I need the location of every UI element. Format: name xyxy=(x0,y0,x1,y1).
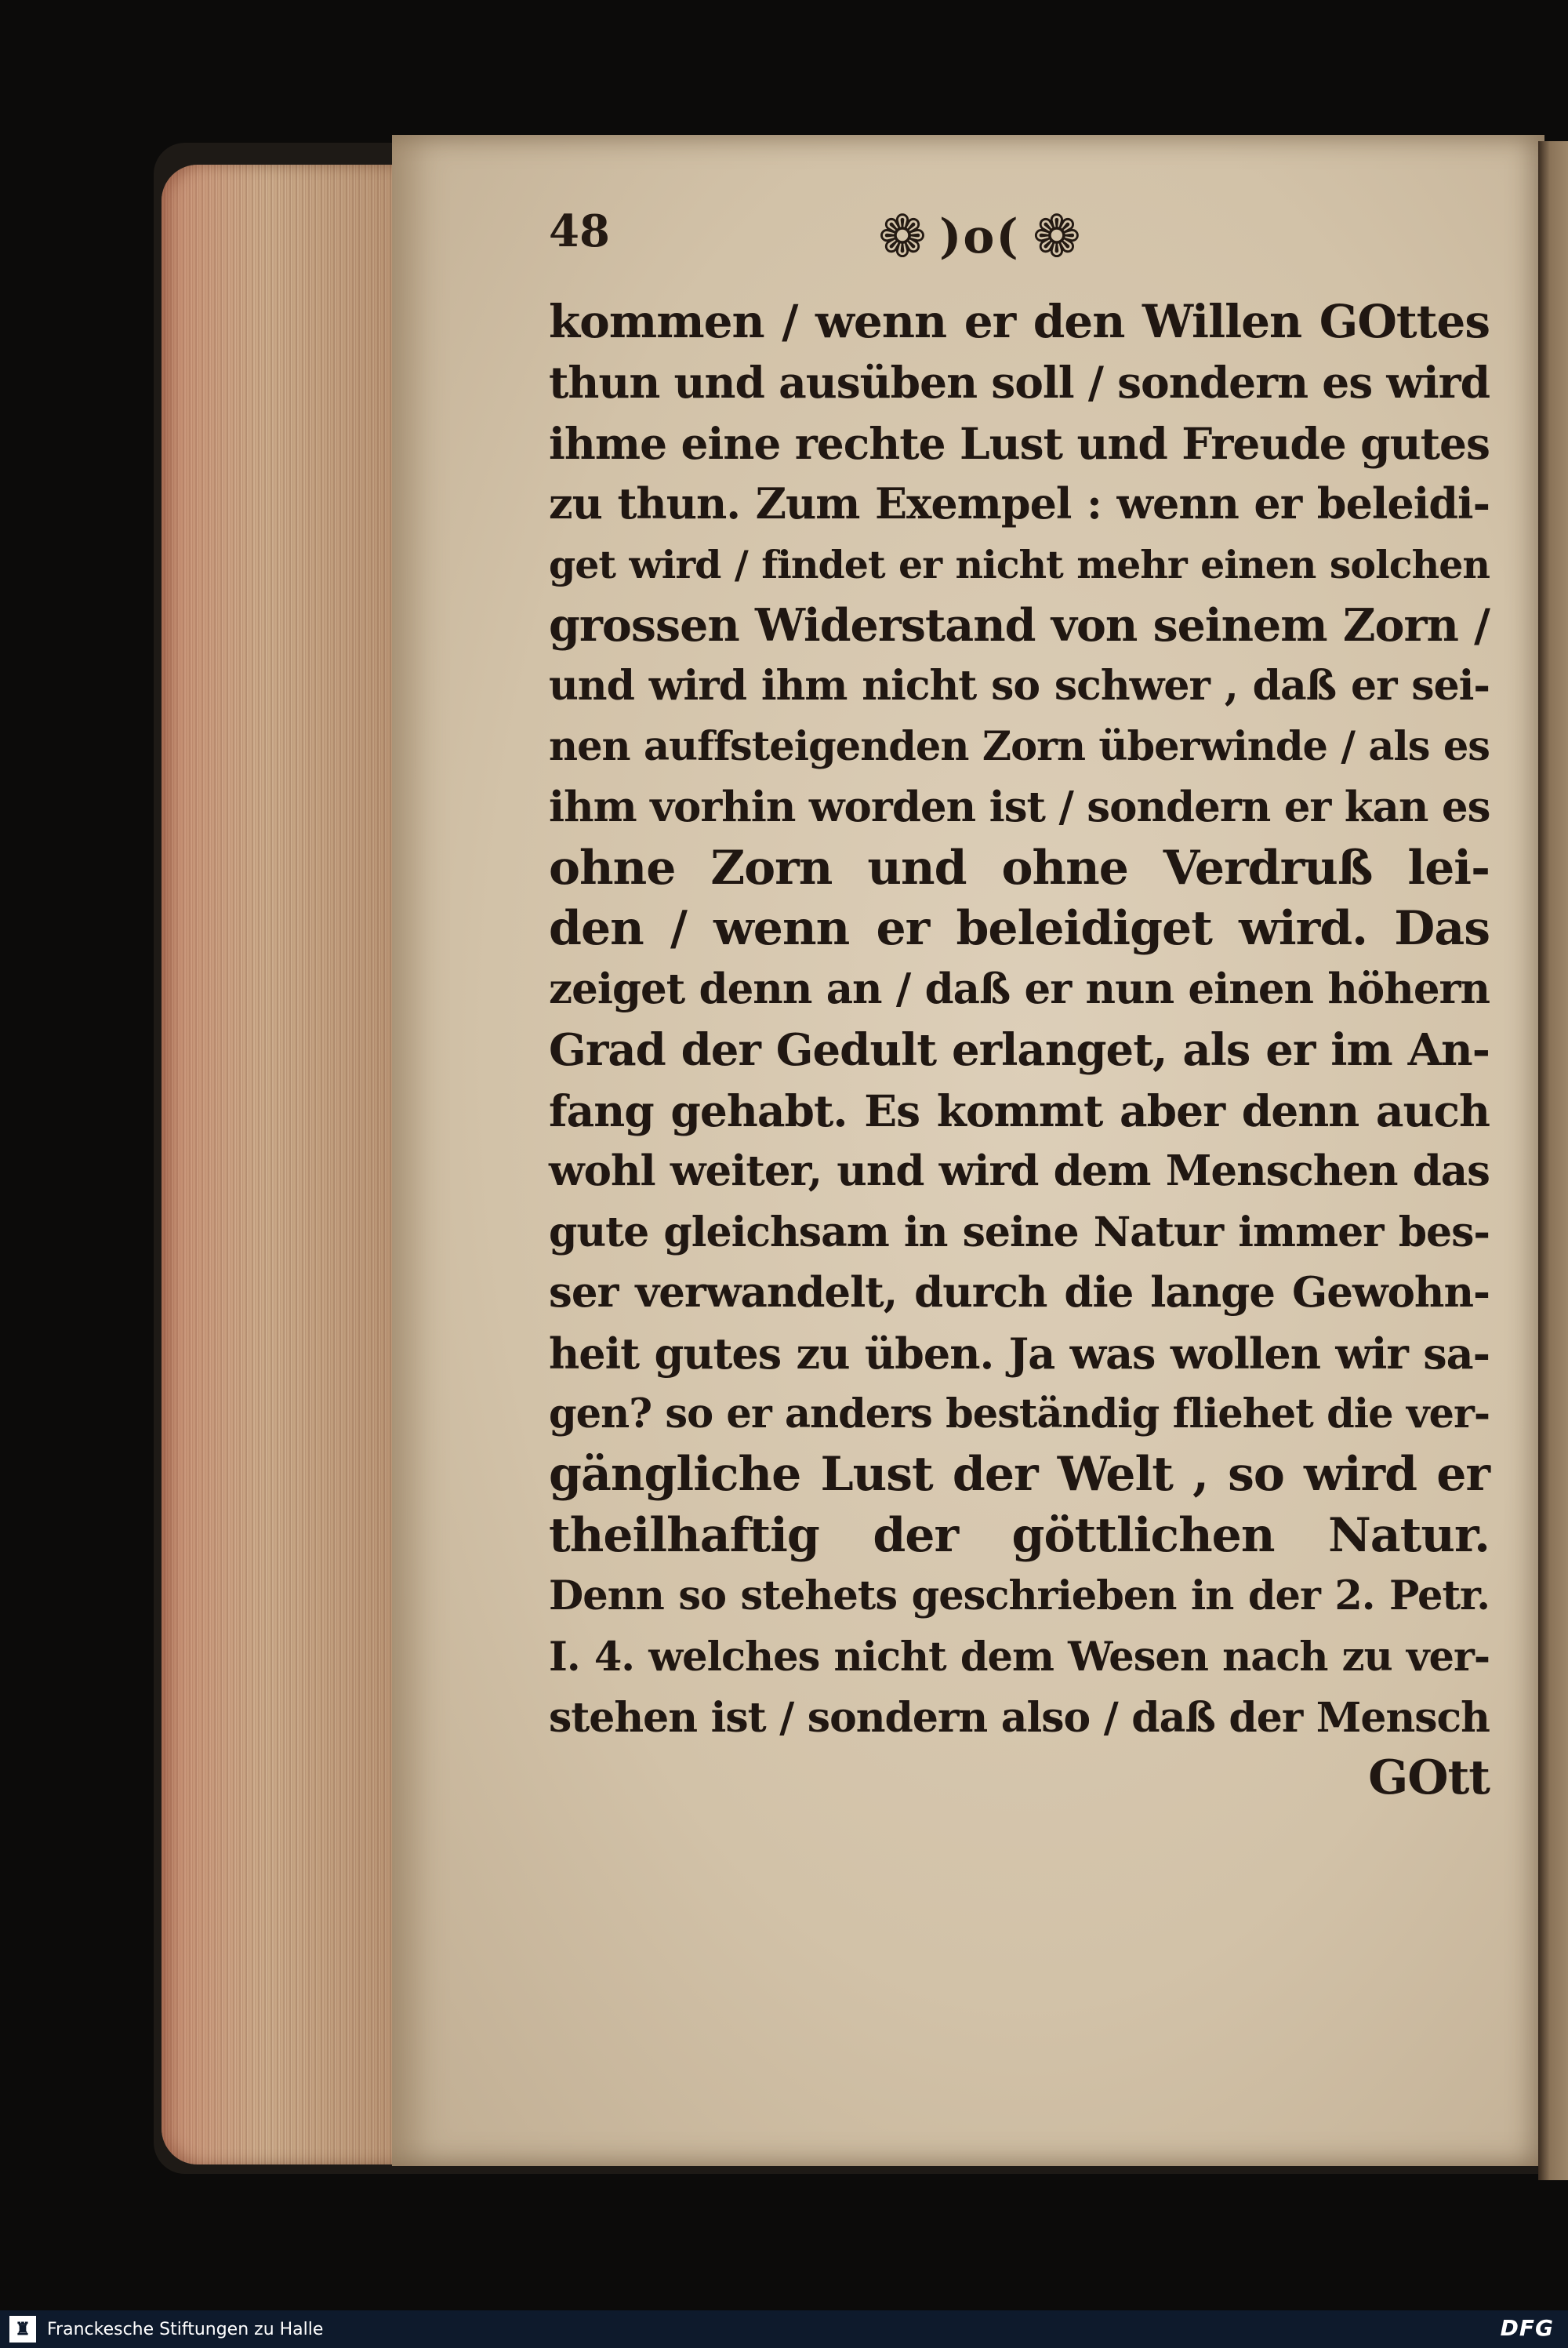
text-line: fang gehabt. Es kommt aber denn auch xyxy=(549,1085,1490,1137)
text-line: kommen / wenn er den Willen GOttes xyxy=(549,295,1490,348)
text-line: thun und ausüben soll / sondern es wird xyxy=(549,357,1490,409)
text-line: gen? so er anders beständig fliehet die ver- xyxy=(549,1390,1490,1438)
header-ornament xyxy=(878,203,1081,271)
text-line: und wird ihm nicht so schwer , daß er sei- xyxy=(549,662,1490,711)
text-line: stehen ist / sondern also / daß der Mensch xyxy=(549,1693,1490,1742)
text-line: ser verwandelt, durch die lange Gewohn- xyxy=(549,1268,1490,1318)
text-line: wohl weiter, und wird dem Menschen das xyxy=(549,1147,1490,1196)
dfg-logo: DFG xyxy=(1500,2315,1554,2341)
text-line: ohne Zorn und ohne Verdruß lei- xyxy=(549,840,1490,896)
text-line: heit gutes zu üben. Ja was wollen wir sa- xyxy=(549,1328,1490,1379)
ornament-center: )o( xyxy=(939,209,1020,264)
footer-bar xyxy=(0,2310,1568,2348)
text-line: zeiget denn an / daß er nun einen höhern xyxy=(549,965,1490,1014)
page-number: 48 xyxy=(549,205,610,257)
text-line: zu thun. Zum Exempel : wenn er beleidi- xyxy=(549,478,1490,529)
text-line: gängliche Lust der Welt , so wird er xyxy=(549,1447,1490,1503)
text-line: get wird / findet er nicht mehr einen solchen xyxy=(549,541,1490,587)
text-line: gute gleichsam in seine Natur immer bes- xyxy=(549,1208,1490,1256)
flower-ornament-icon: ❁ xyxy=(878,203,927,271)
text-line: Denn so stehets geschrieben in der 2. Petr. xyxy=(549,1572,1490,1620)
institution-logo-icon: ♜ xyxy=(9,2316,36,2343)
page-edges xyxy=(162,165,420,2164)
text-line: nen auffsteigenden Zorn überwinde / als es xyxy=(549,722,1490,770)
text-line: Grad der Gedult erlanget, als er im An- xyxy=(549,1023,1490,1076)
text-line: grossen Widerstand von seinem Zorn / xyxy=(549,598,1490,652)
text-line: ihme eine rechte Lust und Freude gutes xyxy=(549,417,1490,469)
facing-page-edge xyxy=(1538,141,1568,2180)
text-line: I. 4. welches nicht dem Wesen nach zu ver- xyxy=(549,1633,1490,1681)
institution-name: Franckesche Stiftungen zu Halle xyxy=(47,2319,324,2339)
text-line: ihm vorhin worden ist / sondern er kan es xyxy=(549,783,1490,832)
page-header xyxy=(549,205,1490,276)
body-text xyxy=(549,292,1490,1809)
text-line: theilhaftig der göttlichen Natur. xyxy=(549,1507,1490,1563)
text-line: den / wenn er beleidiget wird. Das xyxy=(549,900,1490,956)
flower-ornament-icon: ❁ xyxy=(1032,203,1081,271)
catchword: GOtt xyxy=(1368,1750,1490,1806)
